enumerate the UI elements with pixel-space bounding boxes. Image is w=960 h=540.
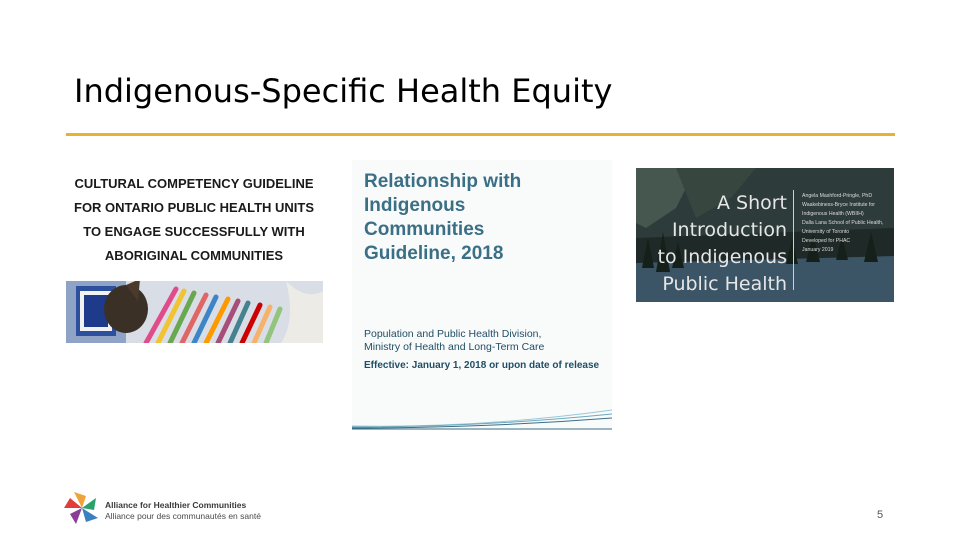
guideline-title-line: Communities (364, 219, 485, 240)
credit-line: Angela Mashford-Pringle, PhD (802, 193, 873, 199)
intro-public-health-title (658, 190, 787, 298)
guideline-title-line: Indigenous (364, 195, 466, 216)
page-number: 5 (877, 509, 884, 521)
credit-line: Indigenous Health (WBIIH) (802, 211, 864, 217)
cultural-competency-guideline-cover (66, 160, 323, 343)
guideline-heading-line: ABORIGINAL COMMUNITIES (104, 248, 284, 263)
beadwork-photo (66, 281, 323, 343)
cover-title-line: A Short (716, 192, 787, 214)
cover-divider (793, 190, 794, 290)
ministry-subtitle-line: Population and Public Health Division, (364, 328, 542, 340)
credit-line: Waakebiness-Bryce Institute for (802, 202, 876, 208)
guideline-heading (74, 172, 314, 268)
credit-line: Dalla Lana School of Public Health, (802, 220, 884, 226)
title-divider (66, 133, 895, 136)
alliance-logo-icon (64, 490, 100, 526)
credit-line: University of Toronto (802, 229, 850, 235)
credit-line: Developed for PHAC (802, 238, 851, 244)
guideline-heading-line: CULTURAL COMPETENCY GUIDELINE (74, 176, 314, 191)
cover-title-line: Public Health (662, 273, 787, 295)
effective-date: Effective: January 1, 2018 or upon date of release (364, 360, 600, 371)
organization-name-en: Alliance for Healthier Communities (105, 500, 247, 510)
relationship-guideline-title (364, 170, 604, 266)
guideline-title-line: Relationship with (364, 171, 522, 192)
ministry-subtitle-line: Ministry of Health and Long-Term Care (364, 341, 545, 353)
indigenous-public-health-cover (636, 168, 894, 302)
cover-title-line: Introduction (671, 219, 787, 241)
ministry-subtitle (364, 328, 604, 354)
author-credits (802, 192, 892, 255)
guideline-heading-line: TO ENGAGE SUCCESSFULLY WITH (83, 224, 305, 239)
guideline-heading-line: FOR ONTARIO PUBLIC HEALTH UNITS (74, 200, 315, 215)
guideline-title-line: Guideline, 2018 (364, 243, 504, 264)
organization-name-fr: Alliance pour des communautés en santé (105, 511, 261, 521)
relationship-guideline-cover (352, 160, 612, 430)
slide-title: Indigenous-Specific Health Equity (74, 72, 613, 110)
wave-decoration (352, 406, 612, 430)
organization-name (105, 500, 261, 522)
credit-line: January 2019 (802, 247, 834, 253)
cover-title-line: to Indigenous (657, 246, 787, 268)
